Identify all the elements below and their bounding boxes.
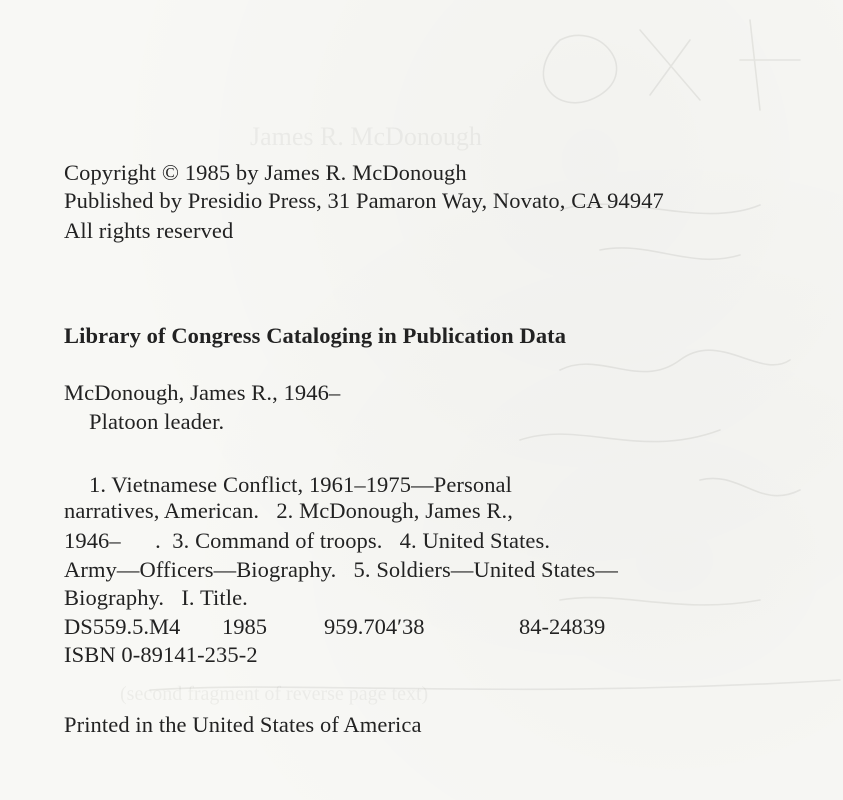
printed-line: Printed in the United States of America xyxy=(64,712,422,737)
publisher-line: Published by Presidio Press, 31 Pamaron Way, Novato, CA 94947 xyxy=(64,188,664,213)
cip-isbn: ISBN 0-89141-235-2 xyxy=(64,642,258,667)
cip-subject-line: 1946– . 3. Command of troops. 4. United States. xyxy=(64,528,551,553)
cip-subject-line: 1. Vietnamese Conflict, 1961–1975—Personal xyxy=(89,472,512,497)
cip-dewey: 959.704′38 xyxy=(324,614,425,639)
cip-year: 1985 xyxy=(222,614,267,639)
svg-text:James R. McDonough: James R. McDonough xyxy=(250,122,482,151)
cip-lccn: 84-24839 xyxy=(519,614,606,639)
cip-subject-line: Army—Officers—Biography. 5. Soldiers—United States— xyxy=(64,557,618,582)
cip-author: McDonough, James R., 1946– xyxy=(64,380,341,405)
cip-heading: Library of Congress Cataloging in Publication Data xyxy=(64,323,567,348)
svg-text:(second fragment of reverse pa: (second fragment of reverse page text) xyxy=(120,683,429,705)
cip-title: Platoon leader. xyxy=(89,409,225,434)
rights-line: All rights reserved xyxy=(64,218,234,243)
cip-call-number: DS559.5.M4 xyxy=(64,614,181,639)
cip-subject-line: narratives, American. 2. McDonough, James R., xyxy=(64,498,513,523)
cip-subject-line: Biography. I. Title. xyxy=(64,585,248,610)
copyright-line: Copyright © 1985 by James R. McDonough xyxy=(64,160,467,185)
